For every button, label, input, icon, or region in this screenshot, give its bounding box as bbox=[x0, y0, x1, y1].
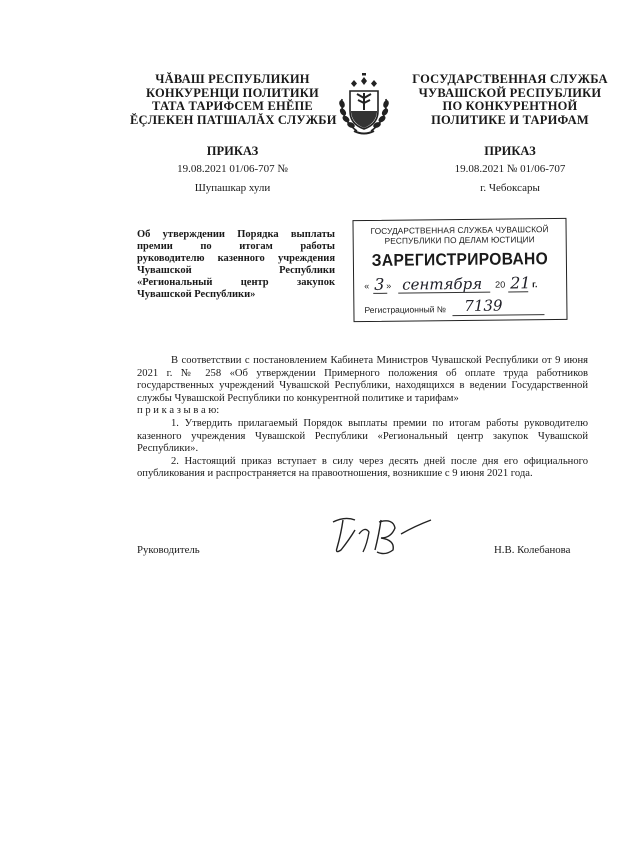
header-right-org bbox=[410, 73, 610, 127]
stamp-reg-row bbox=[364, 296, 559, 319]
document-subject bbox=[137, 229, 335, 301]
stamp-month: сентября bbox=[402, 274, 483, 294]
stamp-reg-label: Регистрационный № bbox=[364, 304, 447, 316]
header-right-date-number: 19.08.2021 № 01/06-707 bbox=[454, 163, 566, 175]
header-left-city: Шупашкар хули bbox=[194, 182, 271, 194]
stamp-title: ЗАРЕГИСТРИРОВАНО bbox=[371, 249, 549, 270]
stamp-line: РЕСПУБЛИКИ ПО ДЕЛАМ ЮСТИЦИИ bbox=[384, 234, 535, 246]
subject-line: руководителю казенного учреждения bbox=[137, 253, 335, 264]
signature-position: Руководитель bbox=[137, 544, 200, 556]
header-right-line: ЧУВАШСКОЙ РЕСПУБЛИКИ bbox=[418, 85, 602, 100]
stamp-date-row: « 3 » сентября 20 21 г. bbox=[364, 273, 538, 294]
body-item-2: 2. Настоящий приказ вступает в силу через десять дней после дня его официального опубликования и распространяется на правоотношения, возникшие с 9 июня 2021 года. bbox=[137, 455, 588, 480]
body-intro: В соответствии с постановлением Кабинета Министров Чувашской Республики от 9 июня 2021 г. № 258 «Об утверждении Примерного положения об оплате труда работников государственных учреждений Чувашской Республики, находящихся в ведении Государственной службы Чувашской Республики по конкурентной политике и тарифам» bbox=[137, 355, 588, 404]
subject-line: Об утверждении Порядка выплаты bbox=[137, 229, 335, 240]
header-left-line: ЧĂВАШ РЕСПУБЛИКИН bbox=[155, 72, 310, 86]
body-orders: п р и к а з ы в а ю: bbox=[137, 405, 220, 417]
stamp-year-prefix: 20 bbox=[495, 279, 506, 290]
header-left-line: ТАТА ТАРИФСЕМ ЕНĔПЕ bbox=[152, 99, 313, 113]
chuvash-emblem-icon bbox=[333, 71, 395, 137]
header-left-org bbox=[130, 73, 335, 127]
stamp-line: ГОСУДАРСТВЕННАЯ СЛУЖБА ЧУВАШСКОЙ bbox=[370, 224, 549, 236]
handwritten-signature bbox=[325, 512, 440, 560]
subject-line: премии по итогам работы bbox=[137, 241, 335, 252]
stamp-day: 3 bbox=[374, 274, 385, 294]
header-left-date-number: 19.08.2021 01/06-707 № bbox=[177, 163, 288, 175]
subject-line: Чувашской Республики bbox=[137, 265, 335, 276]
body-item-1: 1. Утвердить прилагаемый Порядок выплаты премии по итогам работы руководителю казенного учреждения Чувашской Республики «Региональный центр закупок Чувашской Республики». bbox=[137, 417, 588, 455]
stamp-year-suffix: 21 bbox=[510, 273, 531, 293]
header-right-doc-type: ПРИКАЗ bbox=[484, 144, 536, 158]
header-left-line: КОНКУРЕНЦИ ПОЛИТИКИ bbox=[146, 85, 319, 100]
header-left-doc-type: ПРИКАЗ bbox=[206, 144, 259, 158]
header-left-line: ĔÇЛЕКЕН ПАТШАЛĂХ СЛУЖБИ bbox=[130, 112, 337, 127]
subject-line: «Региональный центр закупок bbox=[137, 277, 335, 288]
stamp-year-unit: г. bbox=[532, 279, 538, 290]
header-right-city: г. Чебоксары bbox=[480, 182, 540, 194]
header-right-line: ПО КОНКУРЕНТНОЙ bbox=[442, 99, 578, 113]
signature-name: Н.В. Колебанова bbox=[494, 544, 571, 556]
document-body bbox=[137, 355, 588, 481]
stamp-reg-number: 7139 bbox=[464, 296, 503, 315]
subject-line: Чувашской Республики» bbox=[137, 289, 256, 300]
header-right-line: ПОЛИТИКЕ И ТАРИФАМ bbox=[431, 112, 589, 127]
header-right-line: ГОСУДАРСТВЕННАЯ СЛУЖБА bbox=[412, 72, 608, 86]
registration-stamp bbox=[352, 218, 567, 322]
